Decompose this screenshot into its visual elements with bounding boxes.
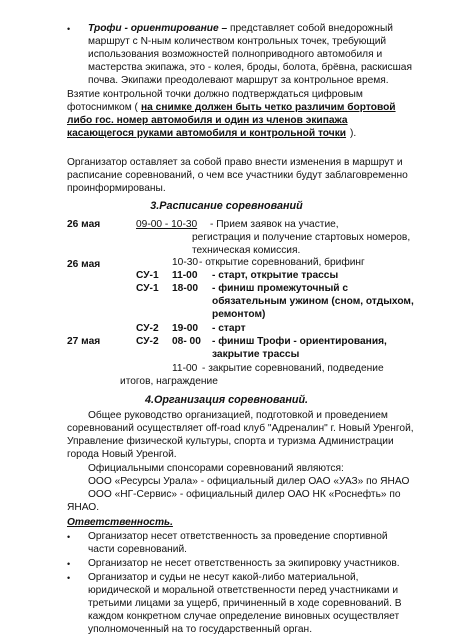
stage-label: СУ-2	[136, 336, 159, 347]
organization-line: Общее руководство организацией, подготовкой и проведением	[88, 410, 388, 421]
responsibility-line: Организатор несет ответственность за проведение спортивной	[88, 531, 388, 542]
organization-line: Управление физической культуры, спорта и туризма Администрации	[67, 436, 394, 447]
sponsor-line: ООО «НГ-Сервис» - официальный дилер ОАО НК «Роснефть» по	[88, 489, 401, 500]
schedule-time: 08- 00	[172, 336, 201, 347]
day-label: 26 мая	[67, 259, 101, 270]
photo-rule-line: Взятие контрольной точки должно подтверждаться цифровым	[67, 89, 363, 100]
responsibility-line: Организатор не несет ответственность за экипировку участников.	[88, 558, 400, 569]
schedule-desc: обязательным ужином (сном, отдыхом,	[212, 296, 414, 307]
schedule-desc: - Прием заявок на участие,	[210, 219, 339, 230]
schedule-time: 11-00	[172, 363, 198, 374]
organizer-note-line: расписание соревнований, о чем все участники будут заблаговременно	[67, 170, 408, 181]
organization-heading: 4.Организация соревнований.	[144, 394, 309, 406]
intro-line: мастерства экипажа, это - колея, броды, болота, брёвна, раскисшая	[88, 62, 412, 73]
photo-rule-line: фотоснимком (	[67, 102, 138, 113]
sponsors-intro: Официальными спонсорами соревнований являются:	[88, 463, 344, 474]
responsibility-line: третьими лицами за ущерб, причиненный в ходе соревнований. В	[88, 598, 402, 609]
schedule-desc: - финиш промежуточный с	[212, 283, 349, 294]
time-range: 09-00 - 10-30	[136, 219, 198, 230]
schedule-desc: итогов, награждение	[120, 376, 218, 387]
intro-line: маршрут с N-ным количеством контрольных точек, требующий	[88, 36, 387, 47]
schedule-time: 19-00	[172, 323, 199, 334]
schedule-heading: 3.Расписание соревнований	[150, 200, 303, 212]
schedule-time: 10-30	[172, 257, 199, 268]
bullet: •	[67, 24, 71, 34]
schedule-desc: ремонтом)	[212, 309, 266, 320]
schedule-desc: - закрытие соревнований, подведение	[202, 363, 384, 374]
organization-line: города Новый Уренгой.	[67, 449, 177, 460]
schedule-desc: - старт, открытие трассы	[212, 270, 339, 281]
term-trophy-orienteering: Трофи - ориентирование –	[88, 23, 228, 34]
schedule-time: 18-00	[172, 283, 199, 294]
organizer-note-line: проинформированы.	[67, 183, 166, 194]
stage-label: СУ-2	[136, 323, 159, 334]
intro-line: почва. Экипажи преодолевают маршрут за контрольное время.	[88, 75, 389, 86]
intro-line: представляет собой внедорожный	[230, 23, 393, 34]
responsibility-line: юридической и моральной ответственности перед участниками и	[88, 585, 399, 596]
schedule-desc: - старт	[212, 323, 246, 334]
photo-requirement: на снимке должен быть четко различим бортовой	[141, 102, 396, 113]
schedule-desc: - финиш Трофи - ориентирования,	[212, 336, 387, 347]
schedule-desc: техническая комиссия.	[192, 245, 301, 256]
responsibility-heading: Ответственность.	[67, 517, 173, 528]
day-label: 26 мая	[67, 219, 101, 230]
organization-line: соревнований осуществляет off-road клуб "Адреналин" г. Новый Уренгой,	[67, 423, 414, 434]
photo-requirement: касающегося руками автомобиля и контрольной точки	[67, 128, 347, 139]
responsibility-line: части соревнований.	[88, 544, 187, 555]
bullet: •	[67, 573, 71, 583]
stage-label: СУ-1	[136, 270, 159, 281]
schedule-desc: закрытие трассы	[212, 349, 300, 360]
bullet: •	[67, 559, 71, 569]
responsibility-line: уполномоченный на то государственный орган.	[88, 624, 313, 635]
schedule-desc: - открытие соревнований, брифинг	[199, 257, 365, 268]
photo-rule-tail: ).	[350, 128, 357, 139]
schedule-desc: регистрация и получение стартовых номеров,	[192, 232, 411, 243]
responsibility-line: каждом конкретном случае определение виновных осуществляет	[88, 611, 400, 622]
bullet: •	[67, 532, 71, 542]
intro-line: использования возможностей полноприводного автомобиля и	[88, 49, 383, 60]
photo-requirement: либо гос. номер автомобиля и один из членов экипажа	[67, 115, 348, 126]
responsibility-line: Организатор и судьи не несут какой-либо материальной,	[88, 572, 359, 583]
organizer-note-line: Организатор оставляет за собой право внести изменения в маршрут и	[67, 157, 403, 168]
day-label: 27 мая	[67, 336, 101, 347]
stage-label: СУ-1	[136, 283, 159, 294]
sponsor-line: ЯНАО.	[67, 502, 100, 513]
sponsor-line: ООО «Ресурсы Урала» - официальный дилер ОАО «УАЗ» по ЯНАО	[88, 476, 410, 487]
schedule-time: 11-00	[172, 270, 198, 281]
